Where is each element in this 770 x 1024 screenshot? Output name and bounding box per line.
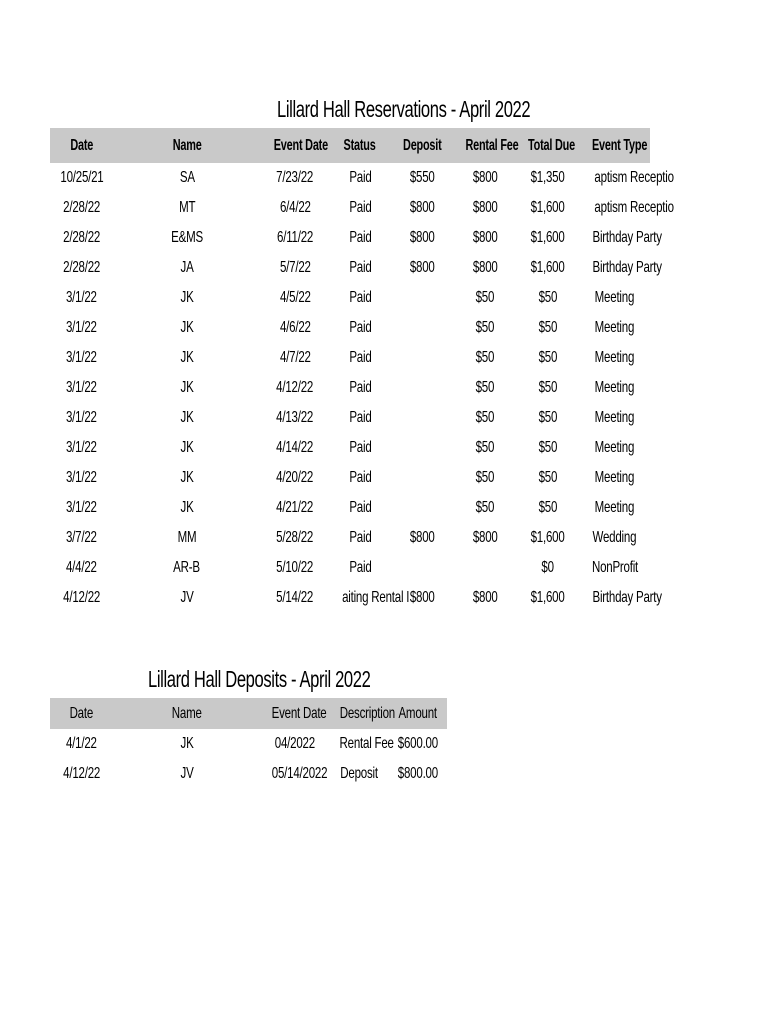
cell-rental-fee: $50 bbox=[475, 379, 495, 396]
cell-date: 3/1/22 bbox=[66, 349, 97, 366]
cell-event-type: Birthday Party bbox=[592, 589, 662, 606]
cell-event-date: 5/7/22 bbox=[279, 259, 311, 276]
cell-event-date: 4/21/22 bbox=[276, 499, 314, 516]
cell-rental-fee: $50 bbox=[475, 469, 495, 486]
cell-event-type: NonProfit bbox=[591, 559, 638, 576]
cell-event-type: Meeting bbox=[594, 439, 635, 456]
header-event-date: Event Date bbox=[273, 136, 328, 154]
cell-status: Paid bbox=[348, 529, 372, 546]
cell-status: aiting Rental I bbox=[342, 589, 410, 606]
header-date: Date bbox=[70, 136, 93, 154]
cell-date: 2/28/22 bbox=[63, 259, 100, 276]
table-row bbox=[50, 343, 650, 373]
deposits-title: Lillard Hall Deposits - April 2022 bbox=[148, 666, 371, 692]
cell-status: Paid bbox=[348, 469, 372, 486]
cell-name: JV bbox=[180, 589, 194, 606]
cell-amount: $800.00 bbox=[397, 765, 439, 782]
cell-status: Paid bbox=[348, 319, 372, 336]
cell-event-type: Meeting bbox=[594, 349, 635, 366]
cell-description: Deposit bbox=[340, 765, 378, 782]
cell-name: JK bbox=[180, 409, 194, 426]
cell-rental-fee: $800 bbox=[472, 169, 498, 186]
cell-date: 2/28/22 bbox=[63, 199, 100, 216]
cell-total-due: $1,600 bbox=[531, 199, 565, 216]
cell-event-type: Meeting bbox=[594, 319, 635, 336]
cell-name: SA bbox=[179, 169, 195, 186]
cell-deposit bbox=[391, 403, 453, 433]
cell-rental-fee: $800 bbox=[472, 199, 498, 216]
cell-deposit: $800 bbox=[409, 529, 435, 546]
cell-date: 3/1/22 bbox=[66, 469, 97, 486]
cell-status: Paid bbox=[348, 409, 372, 426]
cell-total-due: $1,600 bbox=[531, 589, 565, 606]
cell-status: Paid bbox=[348, 229, 372, 246]
header-event-type: Event Type bbox=[591, 136, 648, 154]
cell-status: Paid bbox=[348, 349, 372, 366]
table-row bbox=[50, 759, 447, 789]
cell-event-date: 5/28/22 bbox=[276, 529, 314, 546]
table-row bbox=[50, 373, 650, 403]
cell-event-type: Birthday Party bbox=[592, 259, 662, 276]
cell-total-due: $0 bbox=[541, 559, 555, 576]
cell-date: 4/4/22 bbox=[66, 559, 97, 576]
cell-deposit bbox=[391, 373, 453, 403]
cell-status: Paid bbox=[348, 259, 372, 276]
cell-name: JV bbox=[180, 765, 194, 782]
cell-total-due: $50 bbox=[538, 319, 558, 336]
cell-rental-fee: $50 bbox=[475, 439, 495, 456]
cell-date: 3/1/22 bbox=[66, 319, 97, 336]
cell-name: JK bbox=[180, 379, 194, 396]
cell-name: MT bbox=[178, 199, 196, 216]
cell-date: 3/1/22 bbox=[66, 499, 97, 516]
cell-description: Rental Fee bbox=[339, 735, 394, 752]
cell-event-date: 4/13/22 bbox=[276, 409, 314, 426]
cell-event-type: Wedding bbox=[592, 529, 637, 546]
cell-deposit bbox=[391, 313, 453, 343]
cell-name: AR-B bbox=[173, 559, 201, 576]
cell-status: Paid bbox=[348, 289, 372, 306]
table-row bbox=[50, 463, 650, 493]
cell-name: JK bbox=[180, 349, 194, 366]
header-description: Description bbox=[339, 704, 395, 722]
cell-total-due: $50 bbox=[538, 409, 558, 426]
header-name: Name bbox=[172, 136, 202, 154]
cell-date: 2/28/22 bbox=[63, 229, 100, 246]
header-event-date: Event Date bbox=[271, 704, 327, 722]
cell-amount: $600.00 bbox=[397, 735, 439, 752]
cell-rental-fee: $800 bbox=[472, 529, 498, 546]
header-name: Name bbox=[172, 704, 202, 722]
reservations-header-row bbox=[50, 128, 650, 163]
cell-deposit bbox=[391, 283, 453, 313]
header-deposit: Deposit bbox=[402, 136, 442, 154]
cell-date: 3/1/22 bbox=[66, 289, 97, 306]
cell-event-type: Meeting bbox=[594, 499, 635, 516]
cell-event-date: 4/12/22 bbox=[276, 379, 314, 396]
table-row bbox=[50, 583, 650, 613]
cell-total-due: $50 bbox=[538, 289, 558, 306]
cell-rental-fee: $50 bbox=[475, 319, 495, 336]
cell-event-date: 7/23/22 bbox=[276, 169, 314, 186]
deposits-table bbox=[50, 698, 447, 789]
cell-status: Paid bbox=[348, 379, 372, 396]
cell-total-due: $1,600 bbox=[531, 259, 565, 276]
cell-total-due: $50 bbox=[538, 439, 558, 456]
cell-deposit bbox=[391, 343, 453, 373]
cell-event-date: 4/5/22 bbox=[279, 289, 311, 306]
cell-event-date: 4/14/22 bbox=[276, 439, 314, 456]
table-row bbox=[50, 729, 447, 759]
table-row bbox=[50, 283, 650, 313]
cell-event-date: 04/2022 bbox=[274, 735, 316, 752]
cell-date: 3/7/22 bbox=[66, 529, 97, 546]
cell-deposit: $550 bbox=[409, 169, 435, 186]
reservations-table bbox=[50, 128, 674, 613]
cell-date: 3/1/22 bbox=[66, 439, 97, 456]
cell-event-date: 5/14/22 bbox=[276, 589, 314, 606]
cell-date: 10/25/21 bbox=[59, 169, 104, 186]
cell-total-due: $50 bbox=[538, 349, 558, 366]
cell-name: JK bbox=[180, 289, 194, 306]
cell-name: E&MS bbox=[171, 229, 203, 246]
cell-deposit bbox=[391, 463, 453, 493]
cell-deposit: $800 bbox=[409, 229, 435, 246]
cell-event-type: Birthday Party bbox=[592, 229, 662, 246]
cell-total-due: $1,600 bbox=[531, 529, 565, 546]
table-row bbox=[50, 313, 650, 343]
table-row bbox=[50, 193, 650, 223]
header-status: Status bbox=[343, 136, 377, 154]
cell-event-type: aptism Receptio bbox=[594, 199, 674, 216]
cell-name: JK bbox=[180, 735, 194, 752]
cell-event-date: 05/14/2022 bbox=[271, 765, 328, 782]
cell-name: JK bbox=[180, 499, 194, 516]
table-row bbox=[50, 433, 650, 463]
cell-name: JK bbox=[180, 469, 194, 486]
cell-event-date: 6/11/22 bbox=[276, 229, 314, 246]
cell-name: MM bbox=[177, 529, 197, 546]
cell-status: Paid bbox=[348, 169, 372, 186]
table-row bbox=[50, 523, 650, 553]
cell-event-date: 4/20/22 bbox=[276, 469, 314, 486]
header-amount: Amount bbox=[398, 704, 438, 722]
cell-event-date: 4/6/22 bbox=[279, 319, 311, 336]
cell-date: 3/1/22 bbox=[66, 379, 97, 396]
cell-deposit bbox=[391, 433, 453, 463]
cell-status: Paid bbox=[348, 199, 372, 216]
header-date: Date bbox=[69, 704, 94, 722]
cell-event-date: 6/4/22 bbox=[279, 199, 311, 216]
cell-total-due: $1,600 bbox=[531, 229, 565, 246]
cell-total-due: $1,350 bbox=[531, 169, 565, 186]
cell-event-date: 4/7/22 bbox=[279, 349, 311, 366]
header-rental-fee: Rental Fee bbox=[465, 136, 519, 154]
table-row bbox=[50, 493, 650, 523]
table-row bbox=[50, 253, 650, 283]
cell-rental-fee: $50 bbox=[475, 409, 495, 426]
cell-rental-fee: $50 bbox=[475, 349, 495, 366]
cell-deposit: $800 bbox=[409, 589, 435, 606]
cell-event-type: aptism Receptio bbox=[594, 169, 674, 186]
header-total-due: Total Due bbox=[528, 136, 575, 154]
cell-rental-fee: $50 bbox=[475, 499, 495, 516]
cell-event-type: Meeting bbox=[594, 409, 635, 426]
deposits-header-row bbox=[50, 698, 447, 729]
cell-status: Paid bbox=[348, 559, 372, 576]
cell-name: JK bbox=[180, 439, 194, 456]
cell-deposit: $800 bbox=[409, 199, 435, 216]
cell-rental-fee: $800 bbox=[472, 259, 498, 276]
table-row bbox=[50, 223, 650, 253]
cell-event-date: 5/10/22 bbox=[276, 559, 314, 576]
table-row bbox=[50, 403, 650, 433]
table-row bbox=[50, 163, 650, 193]
cell-date: 4/12/22 bbox=[63, 765, 100, 782]
cell-status: Paid bbox=[348, 499, 372, 516]
cell-deposit bbox=[391, 493, 453, 523]
cell-rental-fee bbox=[453, 553, 517, 583]
table-row bbox=[50, 553, 650, 583]
cell-name: JK bbox=[180, 319, 194, 336]
cell-total-due: $50 bbox=[538, 379, 558, 396]
cell-date: 4/12/22 bbox=[63, 589, 100, 606]
cell-event-type: Meeting bbox=[594, 379, 635, 396]
cell-event-type: Meeting bbox=[594, 469, 635, 486]
cell-rental-fee: $50 bbox=[475, 289, 495, 306]
cell-deposit: $800 bbox=[409, 259, 435, 276]
cell-event-type: Meeting bbox=[594, 289, 635, 306]
cell-date: 3/1/22 bbox=[66, 409, 97, 426]
reservations-title: Lillard Hall Reservations - April 2022 bbox=[277, 96, 531, 122]
cell-rental-fee: $800 bbox=[472, 229, 498, 246]
cell-rental-fee: $800 bbox=[472, 589, 498, 606]
cell-deposit bbox=[391, 553, 453, 583]
cell-status: Paid bbox=[348, 439, 372, 456]
cell-total-due: $50 bbox=[538, 499, 558, 516]
cell-date: 4/1/22 bbox=[66, 735, 97, 752]
cell-name: JA bbox=[180, 259, 194, 276]
cell-total-due: $50 bbox=[538, 469, 558, 486]
